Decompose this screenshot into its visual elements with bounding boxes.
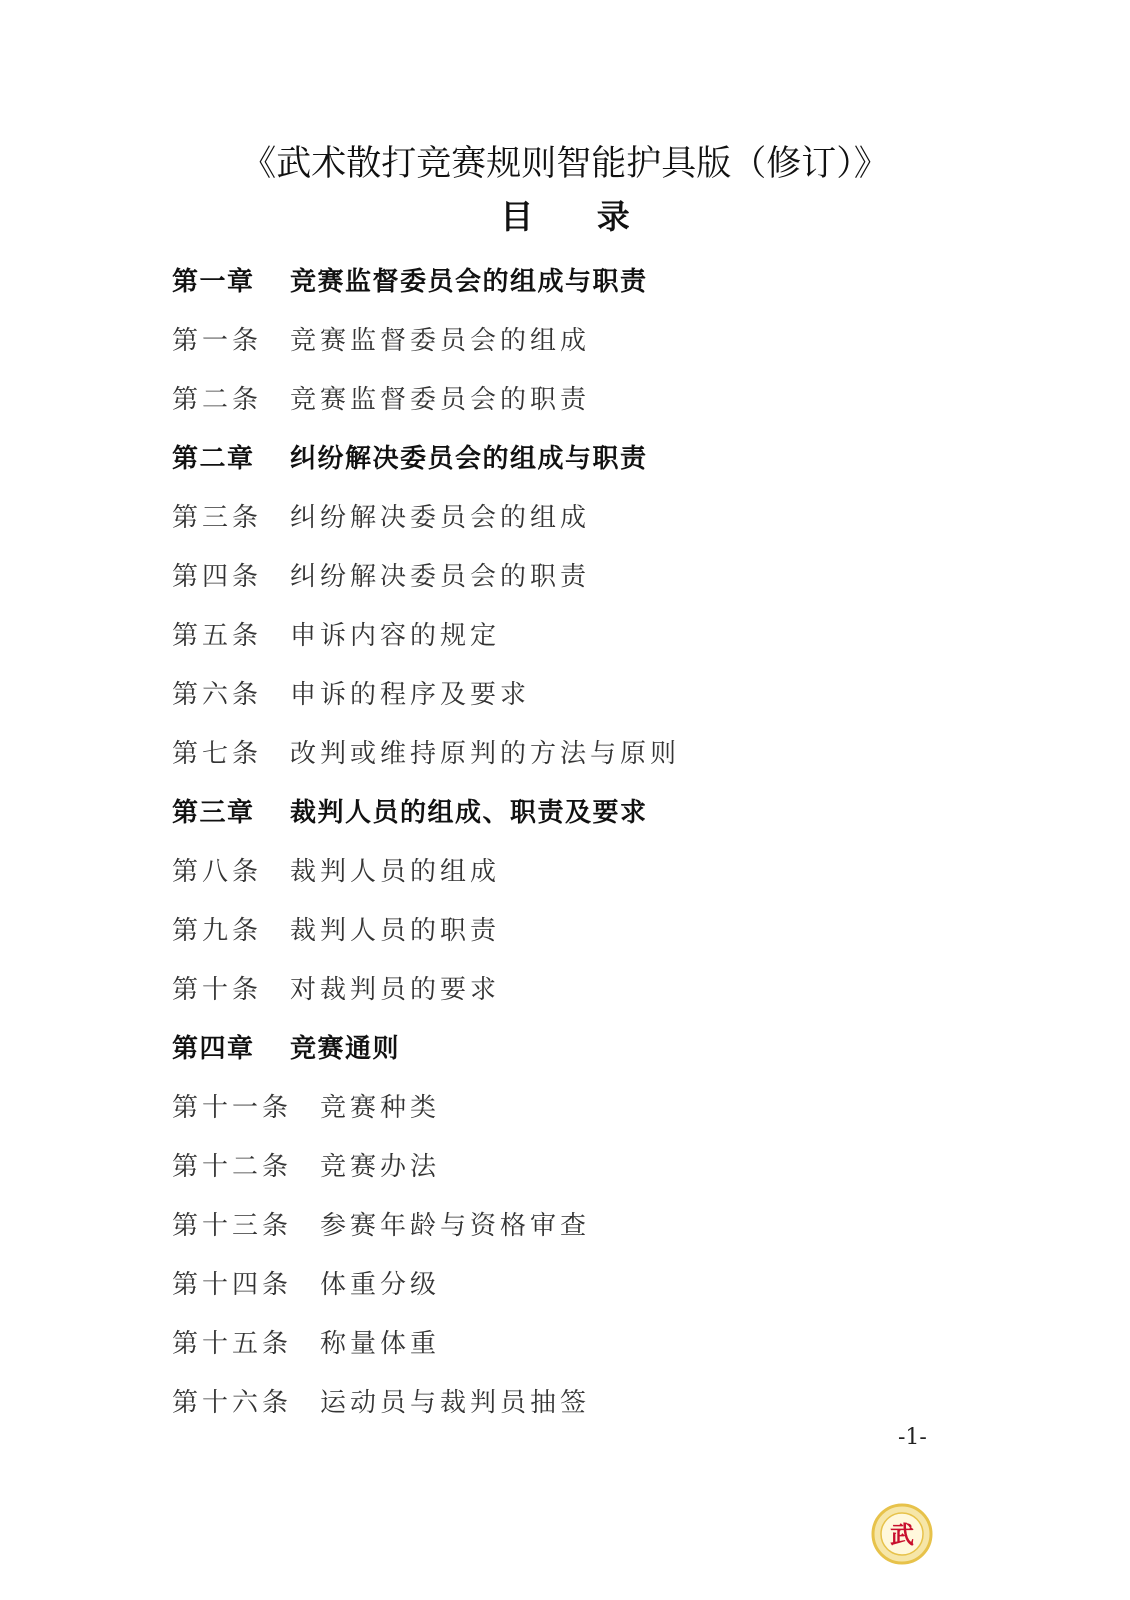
toc-article-8[interactable] xyxy=(172,840,972,899)
toc-article-4[interactable] xyxy=(172,545,972,604)
article-number: 第十一条 xyxy=(172,1093,293,1123)
page-number: -1- xyxy=(898,1425,927,1450)
article-title: 改判或维持原判的方法与原则 xyxy=(290,739,681,769)
article-number: 第三条 xyxy=(172,503,263,533)
article-number: 第二条 xyxy=(172,385,263,415)
article-number: 第十条 xyxy=(172,975,263,1005)
article-title: 纠纷解决委员会的组成 xyxy=(290,503,591,533)
article-number: 第十六条 xyxy=(172,1388,293,1418)
article-title: 竞赛监督委员会的职责 xyxy=(290,385,591,415)
article-number: 第十四条 xyxy=(172,1270,293,1300)
toc-article-7[interactable] xyxy=(172,722,972,781)
toc-article-14[interactable] xyxy=(172,1253,972,1312)
chapter-title: 竞赛监督委员会的组成与职责 xyxy=(290,267,648,297)
wushu-logo xyxy=(871,1503,933,1565)
chapter-number: 第一章 xyxy=(172,267,255,297)
toc-chapter-4[interactable] xyxy=(172,1017,972,1076)
toc-article-15[interactable] xyxy=(172,1312,972,1371)
article-number: 第六条 xyxy=(172,680,263,710)
article-number: 第四条 xyxy=(172,562,263,592)
toc-article-11[interactable] xyxy=(172,1076,972,1135)
toc-chapter-3[interactable] xyxy=(172,781,972,840)
toc-article-9[interactable] xyxy=(172,899,972,958)
toc-article-12[interactable] xyxy=(172,1135,972,1194)
article-title: 申诉的程序及要求 xyxy=(290,680,531,710)
article-title: 竞赛监督委员会的组成 xyxy=(290,326,591,356)
article-number: 第九条 xyxy=(172,916,263,946)
document-title: 《武术散打竞赛规则智能护具版（修订）》 xyxy=(241,144,889,184)
article-title: 参赛年龄与资格审查 xyxy=(320,1211,591,1241)
article-number: 第一条 xyxy=(172,326,263,356)
toc-article-3[interactable] xyxy=(172,486,972,545)
toc-article-1[interactable] xyxy=(172,309,972,368)
chapter-title: 纠纷解决委员会的组成与职责 xyxy=(290,444,648,474)
toc-article-6[interactable] xyxy=(172,663,972,722)
toc-article-16[interactable] xyxy=(172,1371,972,1430)
toc-article-10[interactable] xyxy=(172,958,972,1017)
table-of-contents xyxy=(172,250,972,1430)
article-number: 第七条 xyxy=(172,739,263,769)
article-number: 第五条 xyxy=(172,621,263,651)
article-title: 裁判人员的组成 xyxy=(290,857,501,887)
toc-chapter-1[interactable] xyxy=(172,250,972,309)
article-title: 申诉内容的规定 xyxy=(290,621,501,651)
chapter-number: 第三章 xyxy=(172,798,255,828)
logo-character: 武 xyxy=(890,1520,914,1549)
chapter-number: 第二章 xyxy=(172,444,255,474)
article-number: 第十三条 xyxy=(172,1211,293,1241)
toc-article-2[interactable] xyxy=(172,368,972,427)
toc-chapter-2[interactable] xyxy=(172,427,972,486)
chapter-title: 裁判人员的组成、职责及要求 xyxy=(290,798,648,828)
toc-article-5[interactable] xyxy=(172,604,972,663)
article-title: 运动员与裁判员抽签 xyxy=(320,1388,591,1418)
chapter-title: 竞赛通则 xyxy=(290,1034,401,1064)
article-title: 竞赛办法 xyxy=(320,1152,441,1182)
article-number: 第十二条 xyxy=(172,1152,293,1182)
toc-article-13[interactable] xyxy=(172,1194,972,1253)
chapter-number: 第四章 xyxy=(172,1034,255,1064)
article-title: 称量体重 xyxy=(320,1329,441,1359)
article-title: 体重分级 xyxy=(320,1270,441,1300)
toc-heading: 目 录 xyxy=(500,197,656,236)
article-number: 第十五条 xyxy=(172,1329,293,1359)
article-title: 竞赛种类 xyxy=(320,1093,441,1123)
article-number: 第八条 xyxy=(172,857,263,887)
article-title: 纠纷解决委员会的职责 xyxy=(290,562,591,592)
article-title: 裁判人员的职责 xyxy=(290,916,501,946)
article-title: 对裁判员的要求 xyxy=(290,975,501,1005)
